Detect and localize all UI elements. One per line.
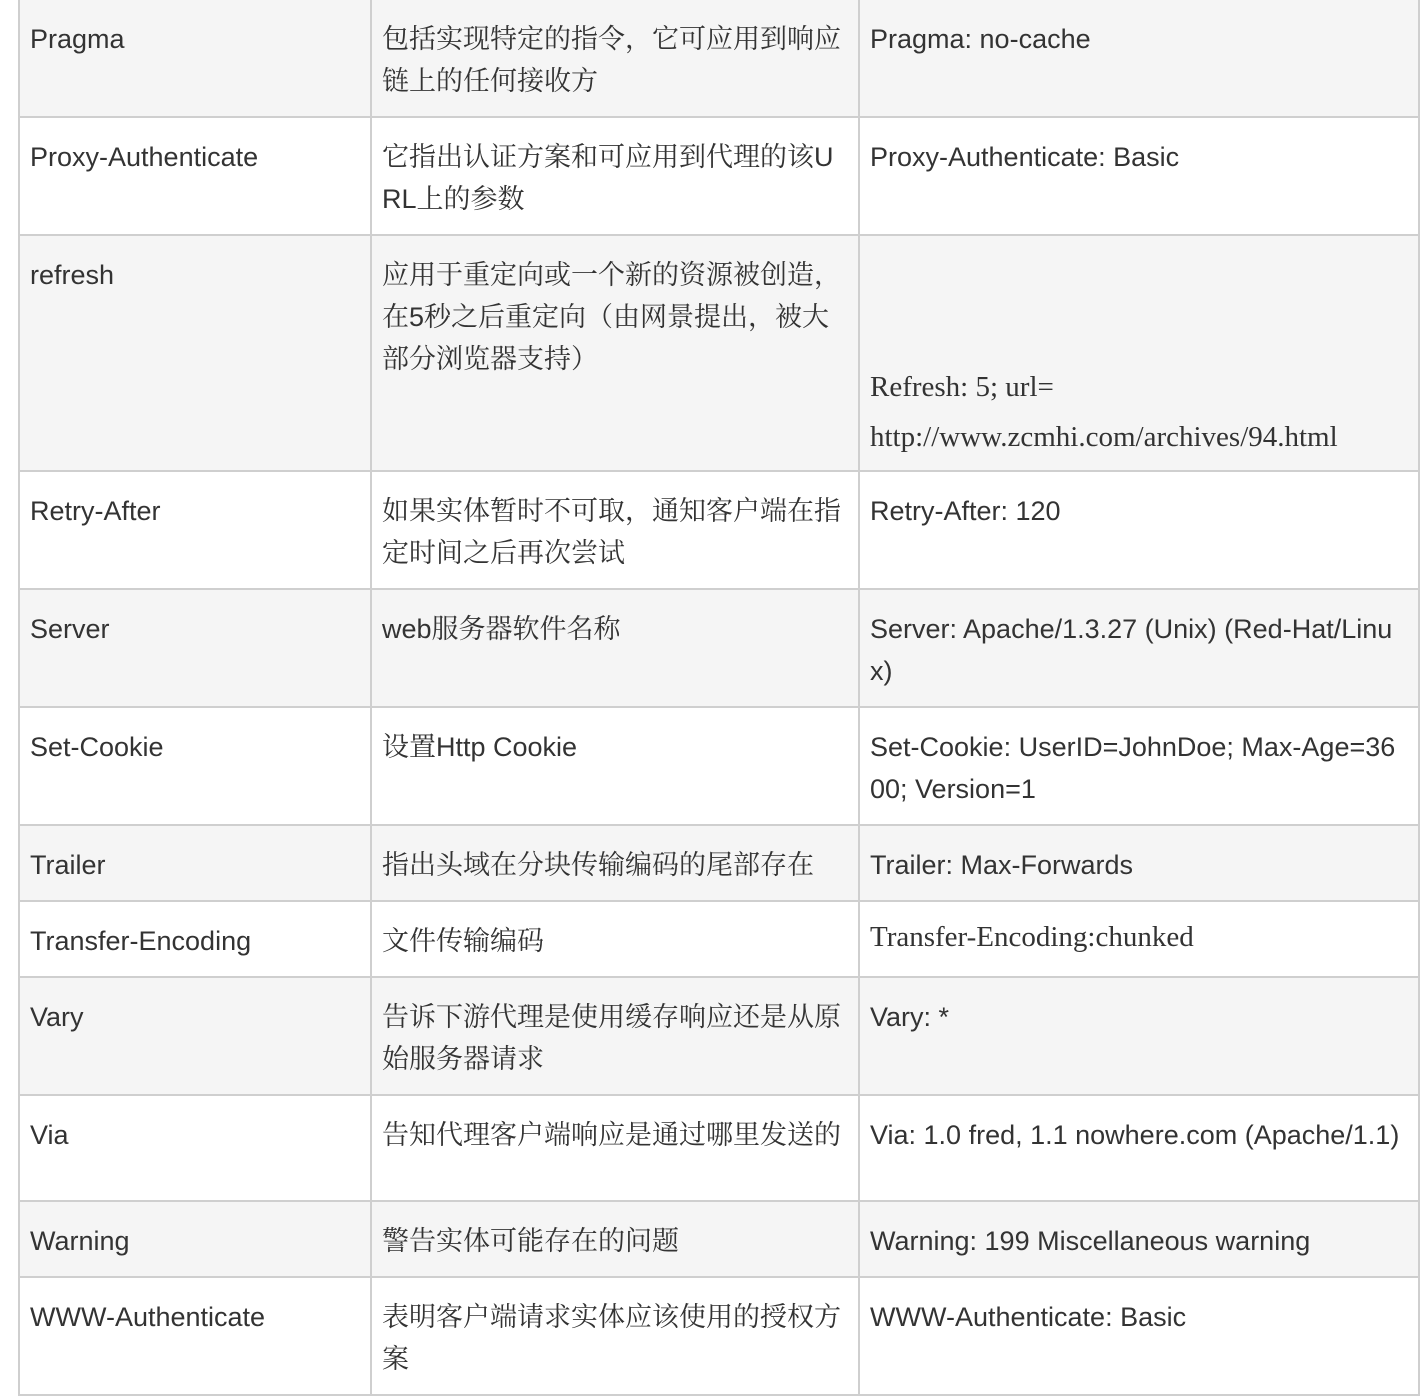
header-name-cell: refresh (19, 235, 371, 471)
header-name-cell: WWW-Authenticate (19, 1277, 371, 1395)
table-row (19, 235, 1419, 471)
header-name-cell: Set-Cookie (19, 707, 371, 825)
header-description-cell: 警告实体可能存在的问题 (371, 1201, 859, 1277)
header-name-cell: Warning (19, 1201, 371, 1277)
header-description-cell: 表明客户端请求实体应该使用的授权方案 (371, 1277, 859, 1395)
header-example-cell: Warning: 199 Miscellaneous warning (859, 1201, 1419, 1277)
header-description-cell: 应用于重定向或一个新的资源被创造，在5秒之后重定向（由网景提出，被大部分浏览器支持） (371, 235, 859, 471)
table-row (19, 977, 1419, 1095)
header-description-cell: 文件传输编码 (371, 901, 859, 977)
header-example-cell: Retry-After: 120 (859, 471, 1419, 589)
header-description-cell: 它指出认证方案和可应用到代理的该URL上的参数 (371, 117, 859, 235)
header-example-cell: Vary: * (859, 977, 1419, 1095)
header-name-cell: Retry-After (19, 471, 371, 589)
header-example-cell (859, 901, 1419, 977)
table-row (19, 901, 1419, 977)
table-row (19, 589, 1419, 707)
refresh-example-url: http://www.zcmhi.com/archives/94.html (870, 421, 1338, 453)
http-response-headers-table (18, 0, 1420, 1396)
header-name-cell: Trailer (19, 825, 371, 901)
header-name-cell: Transfer-Encoding (19, 901, 371, 977)
header-description-cell: 如果实体暂时不可取，通知客户端在指定时间之后再次尝试 (371, 471, 859, 589)
header-example-cell: Proxy-Authenticate: Basic (859, 117, 1419, 235)
http-response-headers-table-wrapper (18, 0, 1418, 1396)
header-description-cell: web服务器软件名称 (371, 589, 859, 707)
table-row (19, 825, 1419, 901)
table-row (19, 117, 1419, 235)
header-name-cell: Server (19, 589, 371, 707)
header-example-cell: Set-Cookie: UserID=JohnDoe; Max-Age=3600; Version=1 (859, 707, 1419, 825)
header-example-cell (859, 235, 1419, 471)
table-row (19, 471, 1419, 589)
header-example-cell: Via: 1.0 fred, 1.1 nowhere.com (Apache/1.1) (859, 1095, 1419, 1201)
header-example-cell: WWW-Authenticate: Basic (859, 1277, 1419, 1395)
table-row (19, 1201, 1419, 1277)
header-description-cell: 告知代理客户端响应是通过哪里发送的 (371, 1095, 859, 1201)
table-row (19, 1277, 1419, 1395)
table-row (19, 0, 1419, 117)
header-name-cell: Vary (19, 977, 371, 1095)
header-example-cell: Trailer: Max-Forwards (859, 825, 1419, 901)
header-name-cell: Proxy-Authenticate (19, 117, 371, 235)
refresh-example-line-1: Refresh: 5; url= (870, 371, 1054, 403)
header-description-cell: 设置Http Cookie (371, 707, 859, 825)
header-example-cell: Server: Apache/1.3.27 (Unix) (Red-Hat/Linux) (859, 589, 1419, 707)
header-description-cell: 告诉下游代理是使用缓存响应还是从原始服务器请求 (371, 977, 859, 1095)
header-name-cell: Pragma (19, 0, 371, 117)
header-name-cell: Via (19, 1095, 371, 1201)
header-description-cell: 包括实现特定的指令，它可应用到响应链上的任何接收方 (371, 0, 859, 117)
table-row (19, 1095, 1419, 1201)
transfer-encoding-example: Transfer-Encoding:chunked (870, 921, 1194, 953)
header-description-cell: 指出头域在分块传输编码的尾部存在 (371, 825, 859, 901)
header-example-cell: Pragma: no-cache (859, 0, 1419, 117)
table-row (19, 707, 1419, 825)
